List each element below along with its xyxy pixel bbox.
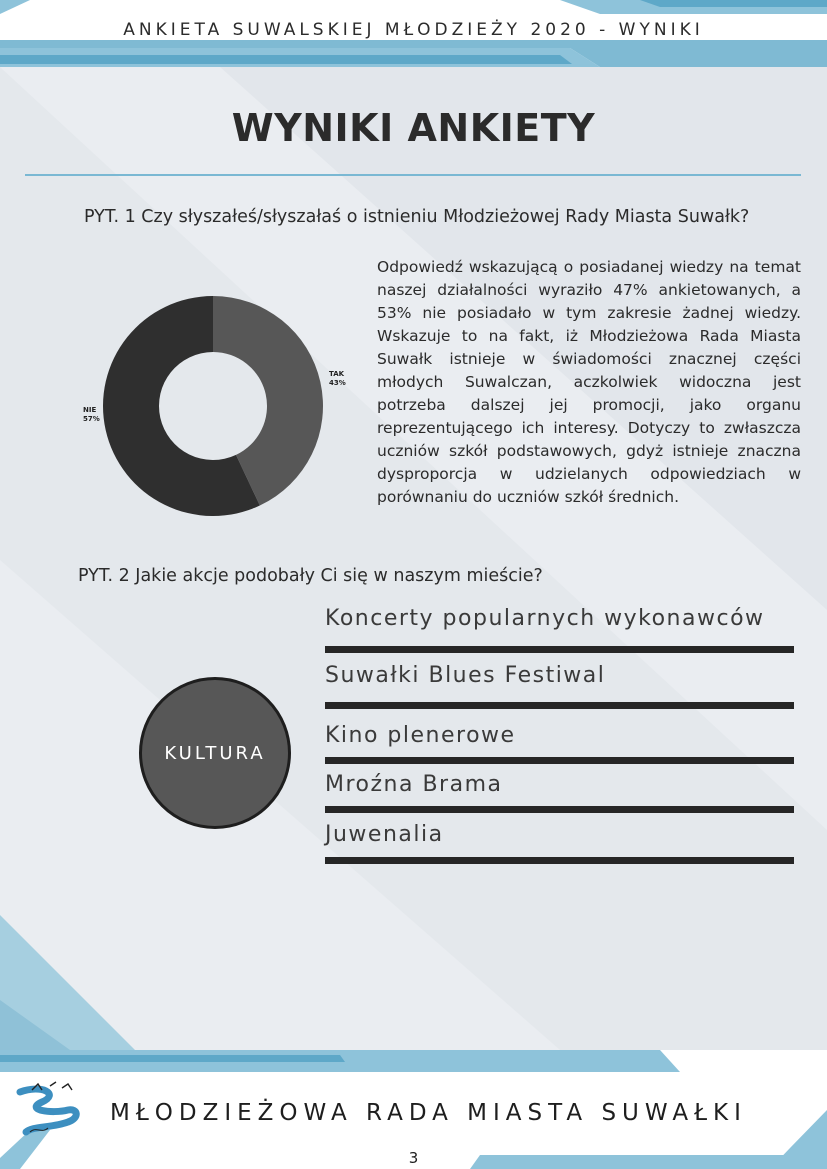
list-item-bar	[325, 806, 794, 813]
list-item-label: Koncerty popularnych wykonawców	[325, 606, 765, 631]
footer-organization: MŁODZIEŻOWA RADA MIASTA SUWAŁKI	[110, 1100, 747, 1126]
list-item	[325, 723, 795, 748]
list-item	[325, 822, 795, 847]
category-label: KULTURA	[164, 742, 266, 764]
question-1-title: PYT. 1 Czy słyszałeś/słyszałaś o istnieniu Młodzieżowej Rady Miasta Suwałk?	[84, 207, 750, 227]
list-item-bar	[325, 702, 794, 709]
list-item-bar	[325, 857, 794, 864]
slice-label: TAK	[329, 370, 345, 378]
mrm-logo	[12, 1080, 84, 1140]
donut-chart	[70, 285, 360, 530]
list-item-label: Suwałki Blues Festiwal	[325, 663, 606, 688]
title-divider	[25, 174, 801, 176]
list-item-bar	[325, 757, 794, 764]
header-title: ANKIETA SUWALSKIEJ MŁODZIEŻY 2020 - WYNIKI	[123, 20, 704, 40]
list-item-label: Mroźna Brama	[325, 772, 503, 797]
list-item-label: Kino plenerowe	[325, 723, 516, 748]
list-item-bar	[325, 646, 794, 653]
slice-label: NIE	[83, 406, 97, 414]
page-title: WYNIKI ANKIETY	[231, 106, 596, 150]
list-item	[325, 663, 795, 688]
question-2-title: PYT. 2 Jakie akcje podobały Ci się w naszym mieście?	[78, 566, 543, 586]
list-item	[325, 606, 795, 631]
page-number: 3	[408, 1149, 419, 1167]
slice-value-label: 43%	[329, 379, 346, 387]
list-item-label: Juwenalia	[325, 822, 444, 847]
category-circle	[139, 677, 291, 829]
slice-value-label: 57%	[83, 415, 100, 423]
question-1-description: Odpowiedź wskazującą o posiadanej wiedzy na temat naszej działalności wyraziło 47% ankietowanych, a 53% nie posiadało w tym zakresie żadnej wiedzy. Wskazuje to na fakt, iż Młodzieżowa Rada Miasta Suwałk istnieje w świadomości znacznej części młodych Suwalczan, aczkolwiek widoczna jest potrzeba dalszej jej promocji, jako organu reprezentującego ich interesy. Dotyczy to zwłaszcza uczniów szkół podstawowych, gdyż istnieje znaczna dysproporcja w udzielanych odpowiedziach w porównaniu do uczniów szkół średnich.	[377, 258, 801, 506]
list-item	[325, 772, 795, 797]
